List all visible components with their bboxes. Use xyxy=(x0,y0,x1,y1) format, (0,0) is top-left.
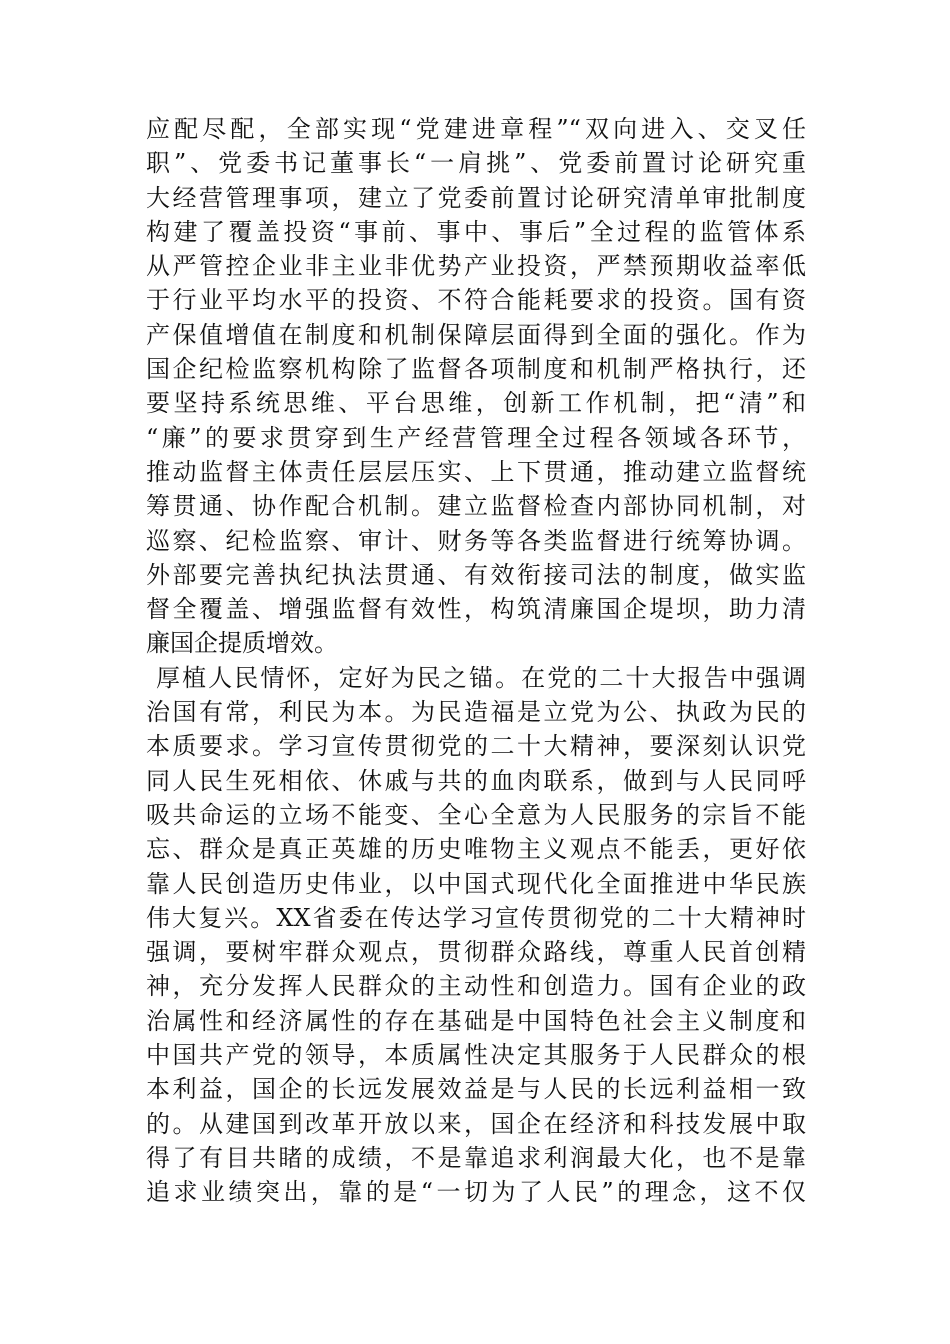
paragraph-supervision xyxy=(146,112,806,661)
text-line: 应配尽配，全部实现“党建进章程”“双向进入、交叉任 xyxy=(146,115,806,143)
text-line: 的。从建国到改革开放以来，国企在经济和科技发展中取 xyxy=(146,1109,806,1138)
text-line: 国企纪检监察机构除了监督各项制度和机制严格执行，还 xyxy=(146,355,806,384)
text-line: 筹贯通、协作配合机制。建立监督检查内部协同机制，对 xyxy=(146,492,806,521)
text-line: 职”、党委书记董事长“一肩挑”、党委前置讨论研究重 xyxy=(146,149,806,178)
text-line: “廉”的要求贯穿到生产经营管理全过程各领域各环节， xyxy=(146,423,806,452)
text-line: 得了有目共睹的成绩，不是靠追求利润最大化，也不是靠 xyxy=(146,1143,806,1172)
text-line: 从严管控企业非主业非优势产业投资，严禁预期收益率低 xyxy=(146,252,806,281)
text-line: 巡察、纪检监察、审计、财务等各类监督进行统筹协调。 xyxy=(146,526,806,555)
paragraph-people xyxy=(146,661,806,1210)
text-line: 产保值增值在制度和机制保障层面得到全面的强化。作为 xyxy=(146,320,806,349)
text-line: 推动监督主体责任层层压实、上下贯通，推动建立监督统 xyxy=(146,457,806,486)
text-line: 要坚持系统思维、平台思维，创新工作机制，把“清”和 xyxy=(146,389,806,418)
text-line: 神，充分发挥人民群众的主动性和创造力。国有企业的政 xyxy=(146,972,806,1001)
text-line: 于行业平均水平的投资、不符合能耗要求的投资。国有资 xyxy=(146,286,806,315)
text-line: 追求业绩突出，靠的是“一切为了人民”的理念，这不仅 xyxy=(146,1178,806,1207)
text-line: 治国有常，利民为本。为民造福是立党为公、执政为民的 xyxy=(146,698,806,727)
text-line: 大经营管理事项，建立了党委前置讨论研究清单审批制度 xyxy=(146,183,806,212)
text-line: 靠人民创造历史伟业，以中国式现代化全面推进中华民族 xyxy=(146,869,806,898)
body-text xyxy=(146,112,806,1210)
text-line: 强调，要树牢群众观点，贯彻群众路线，尊重人民首创精 xyxy=(146,938,806,967)
text-line: 忘、群众是真正英雄的历史唯物主义观点不能丢，更好依 xyxy=(146,835,806,864)
text-line: 外部要完善执纪执法贯通、有效衔接司法的制度，做实监 xyxy=(146,560,806,589)
text-line: 同人民生死相依、休戚与共的血肉联系，做到与人民同呼 xyxy=(146,766,806,795)
text-line: 本质要求。学习宣传贯彻党的二十大精神，要深刻认识党 xyxy=(146,732,806,761)
text-line: 厚植人民情怀，定好为民之锚。在党的二十大报告中强调 xyxy=(156,663,806,692)
text-line: 廉国企提质增效。 xyxy=(146,629,338,658)
text-line: 治属性和经济属性的存在基础是中国特色社会主义制度和 xyxy=(146,1006,806,1035)
text-line: 督全覆盖、增强监督有效性，构筑清廉国企堤坝，助力清 xyxy=(146,595,806,624)
text-line: 中国共产党的领导，本质属性决定其服务于人民群众的根 xyxy=(146,1041,806,1070)
text-line: 伟大复兴。XX省委在传达学习宣传贯彻党的二十大精神时 xyxy=(146,903,806,932)
text-line: 本利益，国企的长远发展效益是与人民的长远利益相一致 xyxy=(146,1075,806,1104)
text-line: 吸共命运的立场不能变、全心全意为人民服务的宗旨不能 xyxy=(146,800,806,829)
text-line: 构建了覆盖投资“事前、事中、事后”全过程的监管体系 xyxy=(146,217,806,246)
